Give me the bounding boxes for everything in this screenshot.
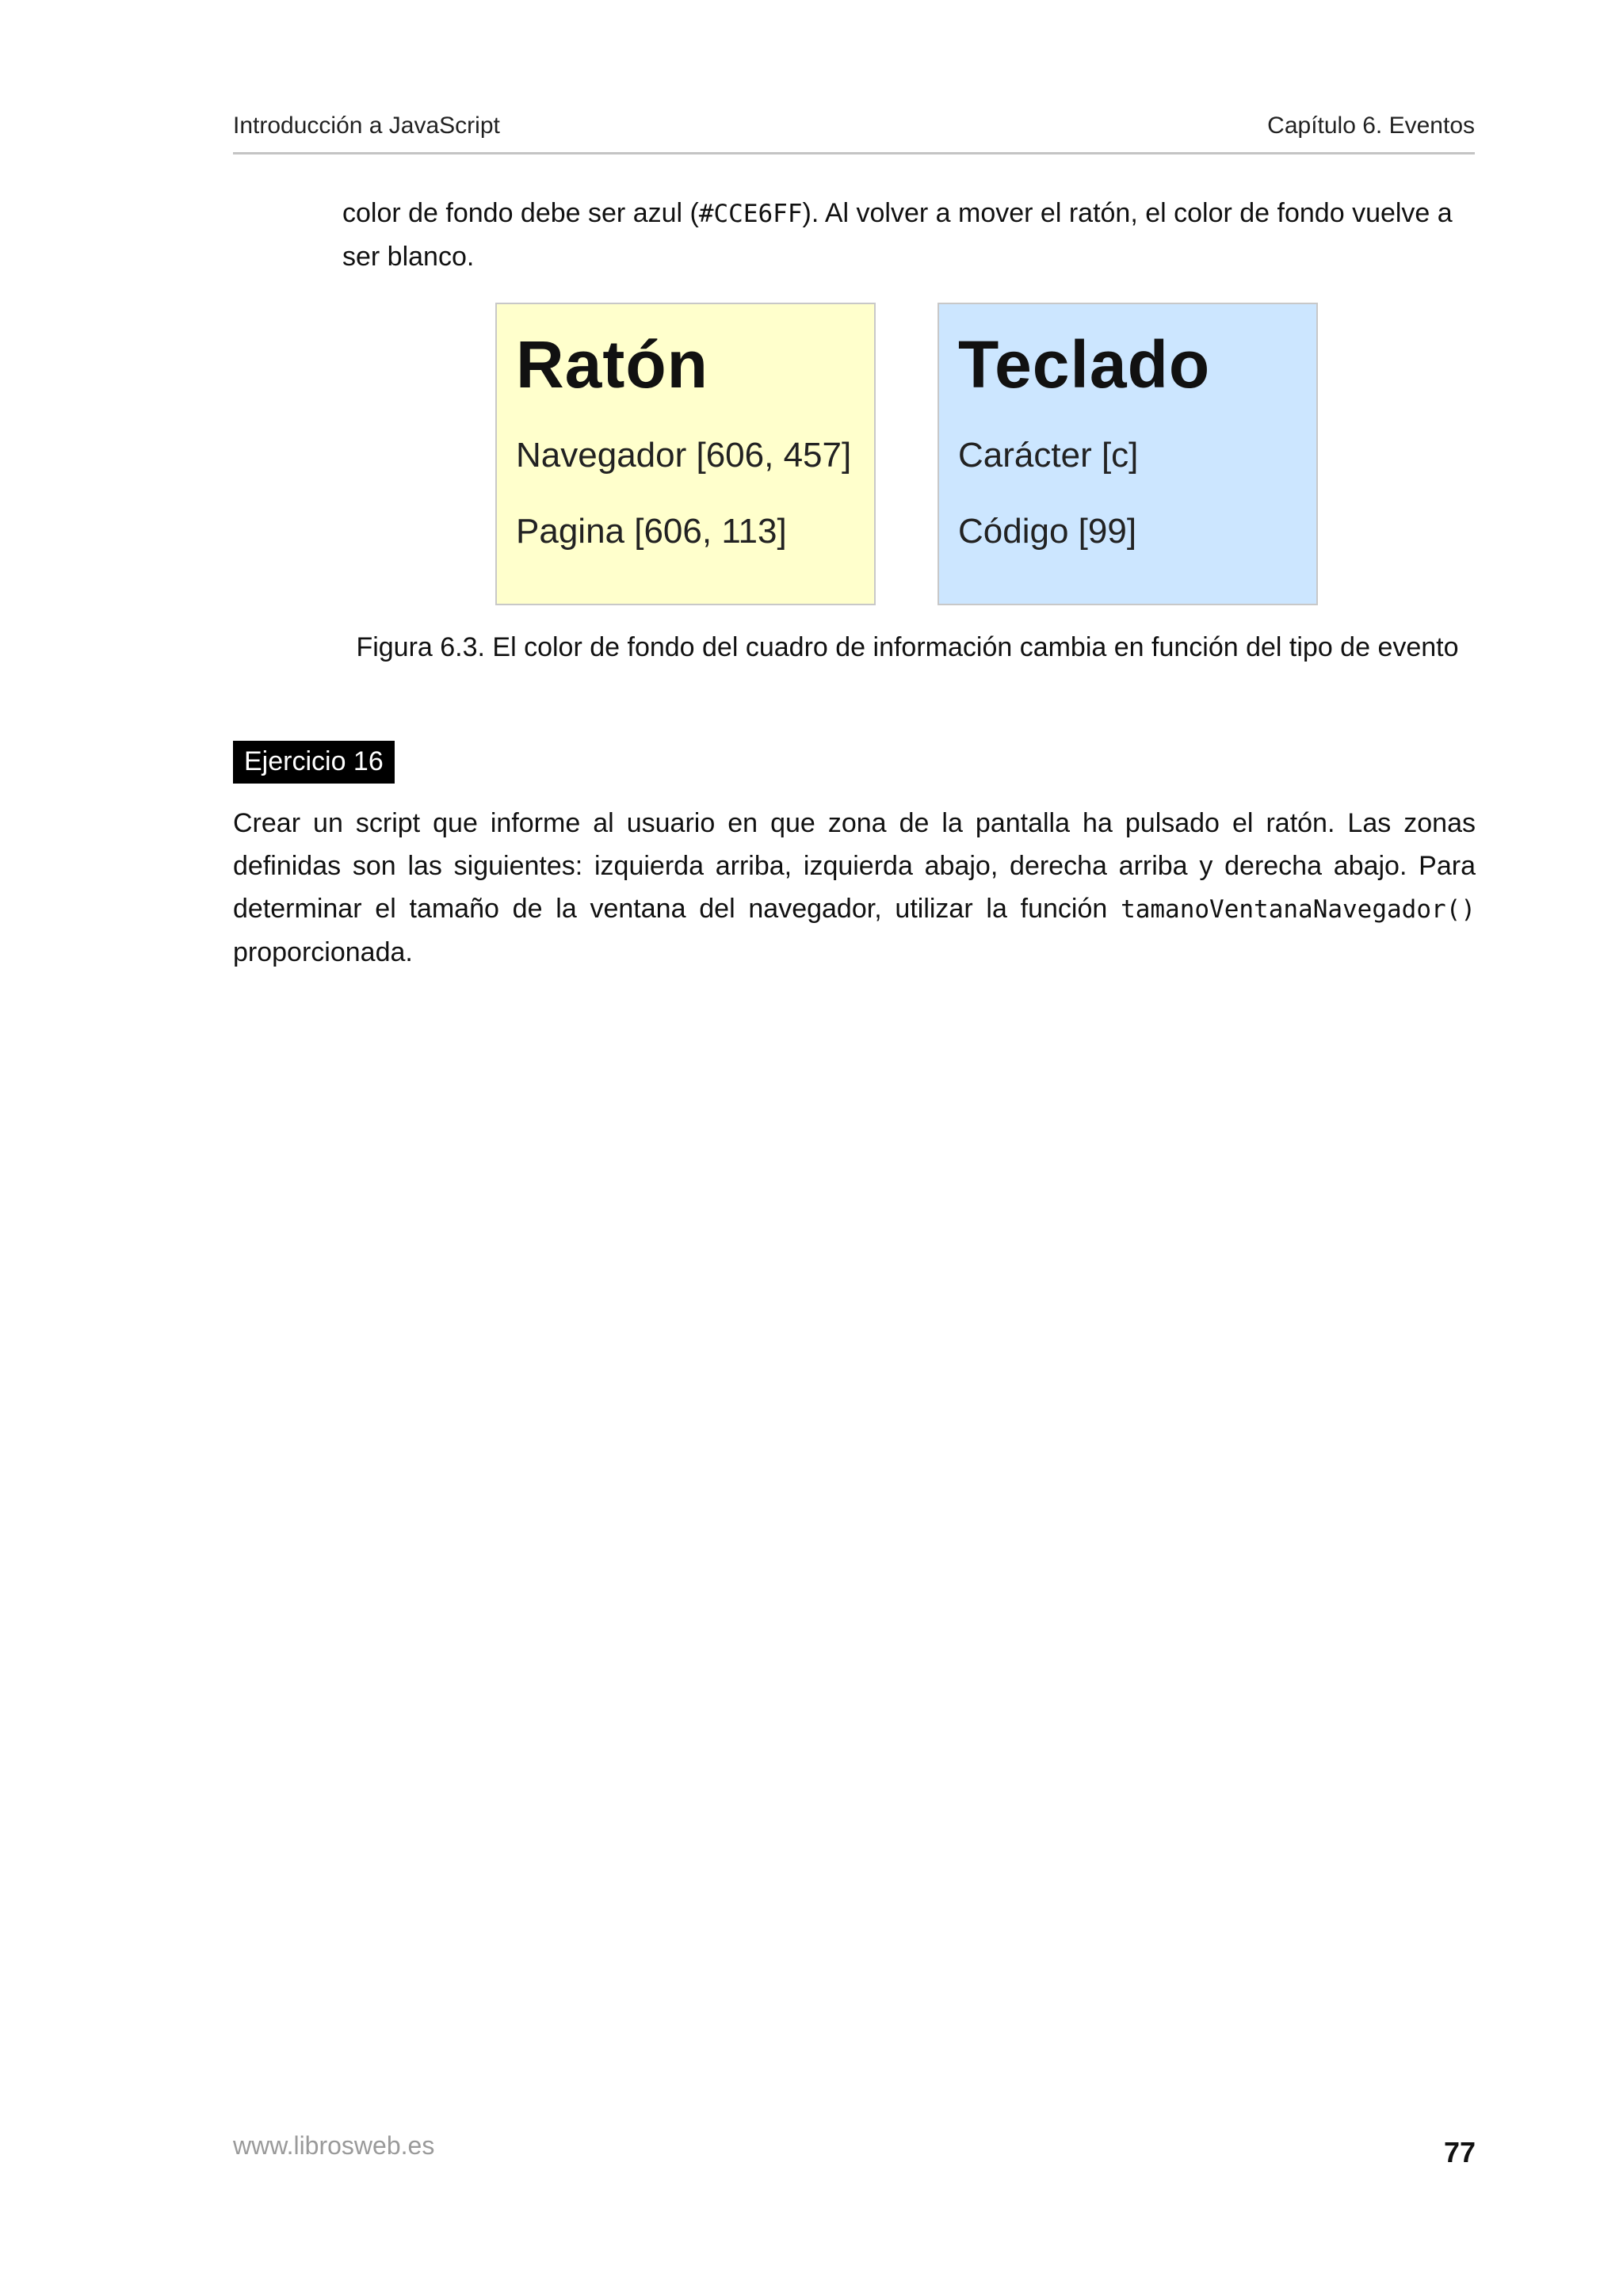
exercise-label: Ejercicio 16 (233, 741, 395, 784)
exercise-text-before: Crear un script que informe al usuario en que zona de la pantalla ha pulsado el ratón. Las zonas definidas son las siguientes: izquierda arriba, izquierda abajo, derecha arriba y derecha abajo. Para determinar el tamaño de la ventana del navegador, utilizar la función (233, 808, 1476, 924)
keyboard-box-title: Teclado (958, 327, 1211, 402)
chapter-title: Capítulo 6. Eventos (1267, 113, 1475, 139)
mouse-box-title: Ratón (516, 327, 708, 402)
intro-color-code: #CCE6FF (698, 200, 803, 228)
intro-text-before: color de fondo debe ser azul ( (342, 198, 699, 228)
keyboard-info-box (938, 303, 1318, 605)
exercise-paragraph (233, 802, 1476, 974)
page-number: 77 (1443, 2136, 1476, 2168)
page-header (233, 109, 1475, 154)
exercise-text-after: proporcionada. (233, 937, 413, 967)
book-title: Introducción a JavaScript (233, 113, 500, 139)
intro-paragraph (342, 192, 1476, 278)
mouse-page-coords: Pagina [606, 113] (516, 512, 787, 551)
figure-caption: Figura 6.3. El color de fondo del cuadro de información cambia en función del tipo de evento (356, 632, 1459, 662)
figure-6-3 (495, 303, 1323, 608)
mouse-browser-coords: Navegador [606, 457] (516, 436, 852, 475)
mouse-info-box (495, 303, 876, 605)
keyboard-code: Código [99] (958, 512, 1137, 551)
exercise-function-name: tamanoVentanaNavegador() (1121, 895, 1476, 924)
intro-text-after: ). Al volver a mover el ratón, el color de fondo vuelve a ser blanco. (342, 198, 1453, 272)
keyboard-character: Carácter [c] (958, 436, 1139, 475)
footer-website: www.librosweb.es (233, 2131, 435, 2160)
